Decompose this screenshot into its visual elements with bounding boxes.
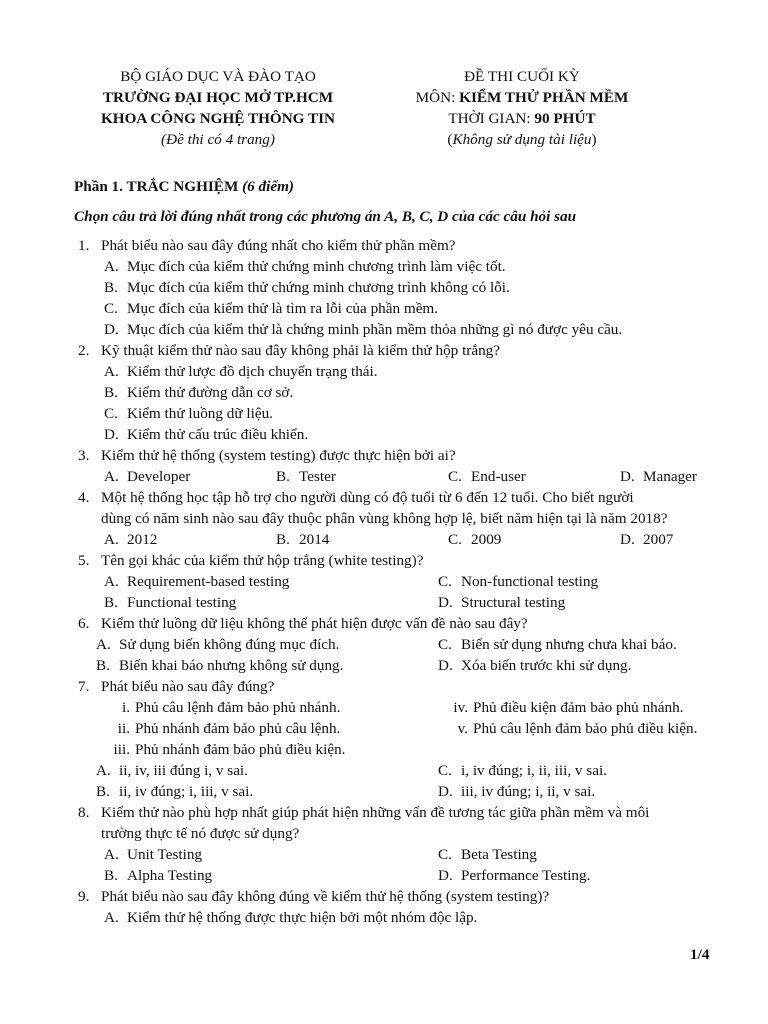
option-letter: A.	[104, 573, 119, 590]
line	[0, 256, 768, 277]
statement-text: Phủ nhánh đảm bảo phủ câu lệnh.	[135, 720, 341, 737]
line	[0, 235, 768, 256]
answer-option	[104, 571, 289, 592]
answer-option	[438, 655, 631, 676]
statement-text: Phủ câu lệnh đảm bảo phủ điều kiện.	[473, 720, 698, 737]
answer-option	[438, 760, 607, 781]
answer-option	[438, 865, 590, 886]
statement-text: Phủ câu lệnh đảm bảo phủ nhánh.	[135, 699, 341, 716]
line	[0, 718, 768, 739]
statement-text: Phủ điều kiện đảm bảo phủ nhánh.	[473, 699, 684, 716]
statement-numeral: ii.	[117, 720, 130, 737]
option-letter: C.	[104, 300, 118, 317]
answer-option	[104, 277, 510, 298]
option-letter: C.	[438, 573, 452, 590]
answer-option	[104, 298, 438, 319]
option-letter: C.	[438, 846, 452, 863]
answer-option	[96, 781, 253, 802]
line	[0, 382, 768, 403]
answer-option	[438, 634, 677, 655]
option-text: Kiểm thử luồng dữ liệu.	[127, 405, 273, 422]
answer-option	[104, 361, 378, 382]
statement-numeral: iii.	[113, 741, 130, 758]
option-letter: D.	[438, 594, 453, 611]
option-letter: D.	[438, 783, 453, 800]
question-text: Một hệ thống học tập hỗ trợ cho người dùng có độ tuổi từ 6 đến 12 tuổi. Cho biết người	[101, 489, 634, 506]
option-letter: D.	[620, 531, 635, 548]
option-text: Unit Testing	[127, 846, 203, 863]
option-text: iii, iv đúng; i, ii, v sai.	[461, 783, 596, 800]
line	[0, 550, 768, 571]
option-letter: A.	[104, 468, 119, 485]
option-text: Mục đích của kiểm thử là tìm ra lỗi của phần mềm.	[127, 300, 439, 317]
statement	[104, 697, 340, 718]
time-value: 90 PHÚT	[534, 110, 596, 127]
instruction: Chọn câu trả lời đúng nhất trong các phương án A, B, C, D của các câu hỏi sau	[74, 208, 577, 225]
option-letter: D.	[620, 468, 635, 485]
question-number: 5.	[78, 552, 90, 569]
subject-name: KIỂM THỬ PHẦN MỀM	[459, 89, 629, 106]
question-text: Phát biểu nào sau đây đúng?	[101, 678, 275, 695]
statement-numeral: iv.	[453, 699, 468, 716]
answer-option	[104, 865, 212, 886]
subject-label: MÔN:	[415, 89, 460, 106]
university-name: TRƯỜNG ĐẠI HỌC MỞ TP.HCM	[102, 89, 334, 106]
option-text: Developer	[127, 468, 191, 485]
answer-option	[104, 907, 477, 928]
ministry-name: BỘ GIÁO DỤC VÀ ĐÀO TẠO	[120, 68, 316, 85]
question-text: Kiểm thử hệ thống (system testing) được thực hiện bởi ai?	[101, 447, 456, 464]
answer-option	[104, 256, 506, 277]
line	[0, 298, 768, 319]
line	[0, 739, 768, 760]
line	[0, 340, 768, 361]
answer-option	[448, 529, 501, 550]
question-number: 7.	[78, 678, 90, 695]
part-heading	[74, 176, 294, 197]
option-text: Mục đích của kiểm thử là chứng minh phần mềm thỏa những gì nó được yêu cầu.	[127, 321, 623, 338]
answer-option	[96, 760, 248, 781]
answer-option	[620, 529, 673, 550]
option-text: Requirement-based testing	[127, 573, 290, 590]
header-left	[62, 66, 374, 150]
question-text: Tên gọi khác của kiểm thử hộp trắng (white testing)?	[101, 552, 424, 569]
option-letter: D.	[104, 321, 119, 338]
statement	[440, 718, 697, 739]
option-text: Mục đích của kiểm thử chứng minh chương trình làm việc tốt.	[127, 258, 506, 275]
line	[0, 697, 768, 718]
question-text: Kiểm thử nào phù hợp nhất giúp phát hiện những vấn đề tương tác giữa phần mềm và môi	[101, 804, 650, 821]
line	[0, 886, 768, 907]
answer-option	[438, 844, 537, 865]
question-number: 8.	[78, 804, 90, 821]
option-text: 2009	[471, 531, 502, 548]
option-text: Non-functional testing	[461, 573, 599, 590]
answer-option	[104, 529, 157, 550]
answer-option	[438, 571, 598, 592]
option-text: Kiểm thử hệ thống được thực hiện bởi một nhóm độc lập.	[127, 909, 478, 926]
question-text: Phát biểu nào sau đây đúng nhất cho kiểm thử phần mềm?	[101, 237, 456, 254]
option-letter: A.	[96, 636, 111, 653]
question-text: Phát biểu nào sau đây không đúng về kiểm thử hệ thống (system testing)?	[101, 888, 550, 905]
question-number: 3.	[78, 447, 90, 464]
question-number: 4.	[78, 489, 90, 506]
option-letter: B.	[104, 867, 118, 884]
option-letter: B.	[276, 531, 290, 548]
line	[0, 529, 768, 550]
option-text: Performance Testing.	[461, 867, 591, 884]
header-right	[372, 66, 672, 150]
line	[0, 844, 768, 865]
option-text: Kiểm thử đường dẫn cơ sở.	[127, 384, 294, 401]
line	[0, 760, 768, 781]
exam-title: ĐỀ THI CUỐI KỲ	[464, 68, 580, 85]
option-letter: D.	[438, 657, 453, 674]
option-text: ii, iv đúng; i, iii, v sai.	[119, 783, 254, 800]
option-text: Alpha Testing	[127, 867, 213, 884]
page-count-note: (Đề thi có 4 trang)	[161, 131, 275, 148]
answer-option	[438, 592, 565, 613]
page-number: 1/4	[690, 946, 710, 963]
note-paren-close: )	[591, 131, 597, 148]
option-letter: B.	[104, 594, 118, 611]
line	[0, 508, 768, 529]
question-number: 1.	[78, 237, 90, 254]
question-number: 6.	[78, 615, 90, 632]
answer-option	[96, 655, 343, 676]
time-line	[372, 108, 672, 129]
option-letter: B.	[104, 384, 118, 401]
option-letter: D.	[104, 426, 119, 443]
option-text: ii, iv, iii đúng i, v sai.	[119, 762, 248, 779]
line	[0, 865, 768, 886]
line	[0, 403, 768, 424]
statement-text: Phủ nhánh đảm bảo phủ điều kiện.	[135, 741, 346, 758]
option-text: 2012	[127, 531, 158, 548]
answer-option	[438, 781, 595, 802]
answer-option	[104, 403, 273, 424]
materials-note-text: Không sử dụng tài liệu	[452, 131, 592, 148]
line	[0, 781, 768, 802]
option-letter: A.	[104, 258, 119, 275]
option-letter: A.	[104, 531, 119, 548]
option-letter: B.	[96, 783, 110, 800]
option-letter: C.	[448, 531, 462, 548]
faculty-name: KHOA CÔNG NGHỆ THÔNG TIN	[100, 110, 336, 127]
line	[0, 277, 768, 298]
option-letter: A.	[96, 762, 111, 779]
answer-option	[104, 844, 202, 865]
line	[0, 907, 768, 928]
option-letter: A.	[104, 363, 119, 380]
line	[0, 424, 768, 445]
answer-option	[276, 466, 336, 487]
line	[0, 592, 768, 613]
option-text: Tester	[299, 468, 336, 485]
option-text: Beta Testing	[461, 846, 537, 863]
line	[0, 634, 768, 655]
note-paren-open: (	[447, 131, 453, 148]
option-letter: A.	[104, 846, 119, 863]
option-letter: D.	[438, 867, 453, 884]
line	[0, 319, 768, 340]
option-text: Kiểm thử cấu trúc điều khiển.	[127, 426, 309, 443]
option-letter: A.	[104, 909, 119, 926]
time-label: THỜI GIAN:	[448, 110, 535, 127]
question-text: dùng có năm sinh nào sau đây thuộc phân vùng không hợp lệ, biết năm hiện tại là năm 2018?	[101, 510, 668, 527]
statement-numeral: v.	[457, 720, 468, 737]
line	[0, 655, 768, 676]
part-points: (6 điểm)	[242, 178, 294, 195]
line	[0, 823, 768, 844]
answer-option	[104, 424, 308, 445]
option-letter: B.	[96, 657, 110, 674]
option-text: 2014	[299, 531, 330, 548]
question-text: Kỹ thuật kiểm thử nào sau đây không phải là kiểm thử hộp trắng?	[101, 342, 501, 359]
option-text: Kiểm thử lược đồ dịch chuyển trạng thái.	[127, 363, 378, 380]
statement	[440, 697, 683, 718]
line	[0, 361, 768, 382]
question-number: 2.	[78, 342, 90, 359]
answer-option	[104, 382, 293, 403]
answer-option	[276, 529, 329, 550]
option-letter: B.	[276, 468, 290, 485]
option-letter: C.	[438, 636, 452, 653]
line	[0, 613, 768, 634]
option-text: Sử dụng biến không đúng mục đích.	[119, 636, 340, 653]
option-text: Biến khai báo nhưng không sử dụng.	[119, 657, 344, 674]
option-text: End-user	[471, 468, 526, 485]
option-letter: C.	[104, 405, 118, 422]
answer-option	[104, 592, 236, 613]
question-text: trường thực tế nó được sử dụng?	[101, 825, 300, 842]
option-text: Functional testing	[127, 594, 237, 611]
question-number: 9.	[78, 888, 90, 905]
answer-option	[96, 634, 339, 655]
option-text: Xóa biến trước khi sử dụng.	[461, 657, 632, 674]
materials-note	[372, 129, 672, 150]
statement	[104, 739, 345, 760]
question-text: Kiểm thử luồng dữ liệu không thể phát hiện được vấn đề nào sau đây?	[101, 615, 528, 632]
answer-option	[104, 319, 622, 340]
line	[0, 487, 768, 508]
line	[0, 445, 768, 466]
statement	[104, 718, 340, 739]
option-text: Manager	[643, 468, 697, 485]
option-text: i, iv đúng; i, ii, iii, v sai.	[461, 762, 607, 779]
question-list	[0, 235, 768, 928]
answer-option	[620, 466, 697, 487]
option-letter: C.	[448, 468, 462, 485]
option-letter: C.	[438, 762, 452, 779]
subject-line	[372, 87, 672, 108]
option-text: 2007	[643, 531, 674, 548]
statement-numeral: i.	[121, 699, 130, 716]
answer-option	[104, 466, 190, 487]
answer-option	[448, 466, 526, 487]
line	[0, 571, 768, 592]
part-title: Phần 1. TRẮC NGHIỆM	[74, 178, 239, 195]
line	[0, 466, 768, 487]
option-text: Biến sử dụng nhưng chưa khai báo.	[461, 636, 677, 653]
line	[0, 802, 768, 823]
option-letter: B.	[104, 279, 118, 296]
option-text: Structural testing	[461, 594, 566, 611]
option-text: Mục đích của kiểm thử chứng minh chương trình không có lỗi.	[127, 279, 510, 296]
line	[0, 676, 768, 697]
